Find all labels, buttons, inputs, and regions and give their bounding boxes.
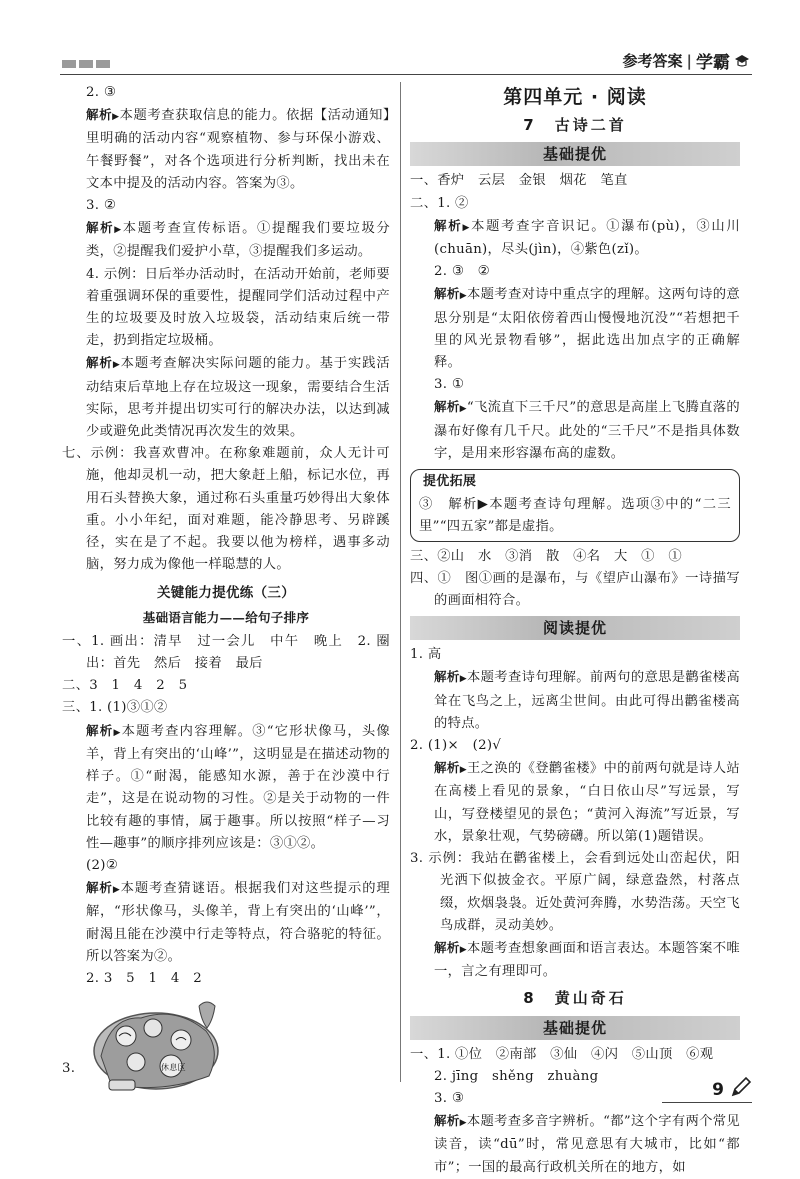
right-block-2 — [410, 546, 740, 613]
answer-text: (2)② — [86, 857, 118, 873]
left-answers-2 — [62, 631, 390, 990]
answer-text: 本题考查诗句理解。前两句的意思是鹳雀楼高耸在飞鸟之上，远离尘世间。由此可得出鹳雀楼高的特点。 — [434, 670, 740, 731]
header-separator: | — [686, 51, 692, 70]
answer-text: 本题考查获取信息的能力。依据【活动通知】里明确的活动内容“观察植物、参与环保小游戏、午餐野餐”，对各个选项进行分析判断，找出未在文本中提及的活动内容。答案为③。 — [86, 108, 390, 191]
extension-box — [410, 469, 740, 542]
answer-line — [62, 104, 390, 195]
brand-name: 学霸 — [696, 53, 730, 73]
analysis-tag: 解析 — [434, 760, 460, 776]
triangle-icon: ▶ — [459, 944, 467, 955]
answer-text: 四、① 图①画的是瀑布，与《望庐山瀑布》一诗描写的画面相符合。 — [410, 570, 740, 609]
zoo-map-illustration — [81, 996, 231, 1096]
answer-line — [410, 735, 740, 757]
answer-line — [410, 546, 740, 568]
right-column — [410, 82, 740, 1179]
answer-line — [62, 352, 390, 443]
answer-text: 2. ③ ② — [434, 264, 490, 280]
answer-text: 二、3 1 4 2 5 — [62, 678, 188, 694]
graduation-cap-icon — [734, 54, 750, 68]
triangle-icon: ▶ — [459, 765, 467, 776]
extension-text: ③ 解析▶本题考查诗句理解。选项③中的“二三里”“四五家”都是虚指。 — [419, 497, 731, 535]
answer-line — [410, 1066, 740, 1088]
right-block-4 — [410, 1044, 740, 1179]
answer-line — [410, 374, 740, 396]
answer-line — [410, 193, 740, 215]
analysis-tag: 解析 — [434, 217, 463, 233]
analysis-tag: 解析 — [434, 1113, 460, 1129]
header-brand — [623, 48, 751, 73]
answer-line — [410, 757, 740, 848]
triangle-icon: ▶ — [114, 225, 123, 236]
column-divider — [400, 82, 401, 1082]
lesson7-title: 7 古诗二首 — [523, 116, 627, 135]
answer-line — [410, 170, 740, 192]
header-marks — [62, 60, 110, 68]
header-rule — [60, 74, 752, 75]
triangle-icon: ▶ — [459, 291, 467, 302]
answer-text: 七、示例：我喜欢曹冲。在称象难题前，众人无计可施，他却灵机一动，把大象赶上船，标记水位，再用石头替换大象，通过称石头重量巧妙得出大象体重。小小年纪，面对难题，能冷静思考、另辟蹊径，实在是了不起。我要以他为榜样，遇事多动脑，努力成为像他一样聪慧的人。 — [62, 446, 390, 573]
answer-line — [410, 568, 740, 612]
answer-text: 3. ③ — [434, 1090, 465, 1106]
answer-text: 2. (1)× (2)√ — [410, 738, 502, 754]
answer-line — [410, 283, 740, 374]
answer-text: 一、1. 画出：清早 过一会儿 中午 晚上 2. 圈出：首先 然后 接着 最后 — [62, 633, 390, 672]
pencil-icon — [730, 1076, 752, 1098]
answer-text: 4. 示例：日后举办活动时，在活动开始前，老师要着重强调环保的重要性，提醒同学们活动过程中产生的垃圾要及时放入垃圾袋，活动结束后统一带走，扔到指定垃圾桶。 — [86, 266, 390, 349]
answer-text: 三、②山 水 ③消 散 ④名 大 ① ① — [410, 548, 682, 564]
answer-text: 王之涣的《登鹳雀楼》中的前两句就是诗人站在高楼上看见的景象，“白日依山尽”写远景，写山，写登楼望见的景色；“黄河入海流”写近景，写水，景象壮观，气势磅礴。所以第(1)题错误。 — [434, 761, 740, 844]
answer-text: 本题考查多音字辨析。“都”这个字有两个常见读音，读“dū”时，常见意思有大城市，比如“都市”；一国的最高行政机关所在的地方，如 — [434, 1114, 740, 1175]
answer-text: 本题考查解决实际问题的能力。基于实践活动结束后草地上存在垃圾这一现象，需要结合生活实际，思考并提出切实可行的解决办法，以达到减少或避免此类情况再次发生的效果。 — [86, 356, 390, 440]
unit-title: 第四单元 · 阅读 — [503, 86, 647, 108]
answer-line — [410, 1110, 740, 1179]
right-block-3 — [410, 644, 740, 983]
triangle-icon: ▶ — [113, 727, 122, 738]
extension-label: 提优拓展 — [419, 471, 480, 493]
answer-text: 2. ③ — [86, 85, 117, 100]
left-column — [62, 82, 390, 1096]
triangle-icon: ▶ — [112, 112, 120, 123]
answer-line — [62, 217, 390, 263]
analysis-tag: 解析 — [86, 107, 113, 123]
answer-line — [410, 215, 740, 261]
answer-text: 一、1. ①位 ②南部 ③仙 ④闪 ⑤山顶 ⑥观 — [410, 1046, 714, 1062]
answer-text: 3. ① — [434, 377, 465, 393]
answer-text: 本题考查对诗中重点字的理解。这两句诗的意思分别是“太阳依傍着西山慢慢地沉没”“若想把千里的风光景物看够”，据此选出加点字的正确解释。 — [434, 287, 740, 371]
triangle-icon: ▶ — [112, 885, 121, 896]
answer-line — [62, 675, 390, 697]
analysis-tag: 解析 — [434, 939, 460, 955]
rest-area-label: 休息区 — [161, 1063, 187, 1073]
answer-line — [410, 666, 740, 735]
answer-line — [62, 697, 390, 719]
analysis-tag: 解析 — [86, 220, 115, 236]
triangle-icon: ▶ — [112, 360, 121, 371]
page-number: 9 — [712, 1080, 724, 1100]
answer-line — [410, 1088, 740, 1110]
triangle-icon: ▶ — [459, 674, 467, 685]
left-answers — [62, 82, 390, 576]
answer-text: 3. ② — [86, 198, 117, 214]
triangle-icon: ▶ — [459, 1118, 467, 1129]
answer-text: 2. jīng shěng zhuàng — [434, 1068, 599, 1084]
lesson8-title: 8 黄山奇石 — [523, 989, 627, 1008]
answer-text: 本题考查字音识记。①瀑布(pù)，③山川(chuān)，尽头(jìn)，④紫色(zǐ)。 — [434, 218, 740, 258]
answer-line — [62, 855, 390, 877]
answer-line — [62, 82, 390, 104]
footer-rule — [662, 1102, 752, 1103]
answer-text: 2. 3 5 1 4 2 — [86, 970, 202, 986]
analysis-tag: 解析 — [86, 722, 114, 738]
analysis-tag: 解析 — [434, 399, 460, 415]
band-basic: 基础提优 — [410, 142, 740, 166]
answer-text: 三、1. (1)③①② — [62, 700, 168, 716]
answer-label: 参考答案 — [622, 52, 683, 70]
analysis-tag: 解析 — [86, 880, 113, 896]
answer-text: 本题考查内容理解。③“它形状像马，头像羊，背上有突出的‘山峰’”，这明显是在描述动物的样子。①“耐渴，能感知水源，善于在沙漠中行走”，这是在说动物的习性。②是关于动物的一件比较有趣的事情，属于趣事。所以按照“样子—习性—趣事”的顺序排列应该是：③①②。 — [86, 723, 391, 851]
triangle-icon: ▶ — [462, 222, 472, 233]
illustration-block — [62, 996, 390, 1096]
answer-text: 二、1. ② — [410, 195, 469, 211]
answer-line — [410, 937, 740, 983]
answer-text: 本题考查想象画面和语言表达。本题答案不唯一，言之有理即可。 — [434, 940, 740, 980]
answer-line — [410, 396, 740, 465]
answer-line — [410, 261, 740, 283]
answer-text: “飞流直下三千尺”的意思是高崖上飞腾直落的瀑布好像有几千尺。此处的“三千尺”不是指具体数字，是用来形容瀑布高的虚数。 — [434, 400, 740, 461]
analysis-tag: 解析 — [434, 286, 460, 302]
illustration-number: 3. — [62, 1061, 76, 1077]
answer-text: 3. 示例：我站在鹳雀楼上，会看到远处山峦起伏，阳光洒下似披金衣。平原广阔，绿意盎然，村落点缀，炊烟袅袅。近处黄河奔腾，水势浩荡。天空飞鸟成群，灵动美妙。 — [410, 851, 740, 933]
answer-line — [62, 968, 390, 990]
answer-line — [410, 848, 740, 937]
section-title: 关键能力提优练（三） — [157, 585, 295, 602]
answer-text: 1. 高 — [410, 647, 442, 663]
answer-line — [410, 1044, 740, 1066]
answer-line — [62, 631, 390, 675]
answer-text: 本题考查猜谜语。根据我们对这些提示的理解，“形状像马，头像羊，背上有突出的‘山峰’”，耐渴且能在沙漠中行走等特点，符合骆驼的特征。所以答案为②。 — [86, 881, 390, 964]
band-reading: 阅读提优 — [410, 616, 740, 640]
analysis-tag: 解析 — [86, 355, 113, 371]
band-basic-2: 基础提优 — [410, 1016, 740, 1040]
analysis-tag: 解析 — [434, 669, 460, 685]
answer-line — [410, 644, 740, 666]
answer-line — [62, 195, 390, 217]
answer-text: 一、香炉 云层 金银 烟花 笔直 — [410, 173, 628, 189]
section-subtitle: 基础语言能力——给句子排序 — [142, 609, 310, 625]
triangle-icon: ▶ — [459, 404, 467, 415]
answer-text: 本题考查宣传标语。①提醒我们要垃圾分类，②提醒我们爱护小草，③提醒我们多运动。 — [86, 221, 390, 260]
answer-line — [62, 264, 390, 353]
answer-line — [62, 443, 390, 576]
right-block-1 — [410, 170, 740, 465]
answer-line — [62, 877, 390, 968]
answer-line — [62, 720, 390, 855]
